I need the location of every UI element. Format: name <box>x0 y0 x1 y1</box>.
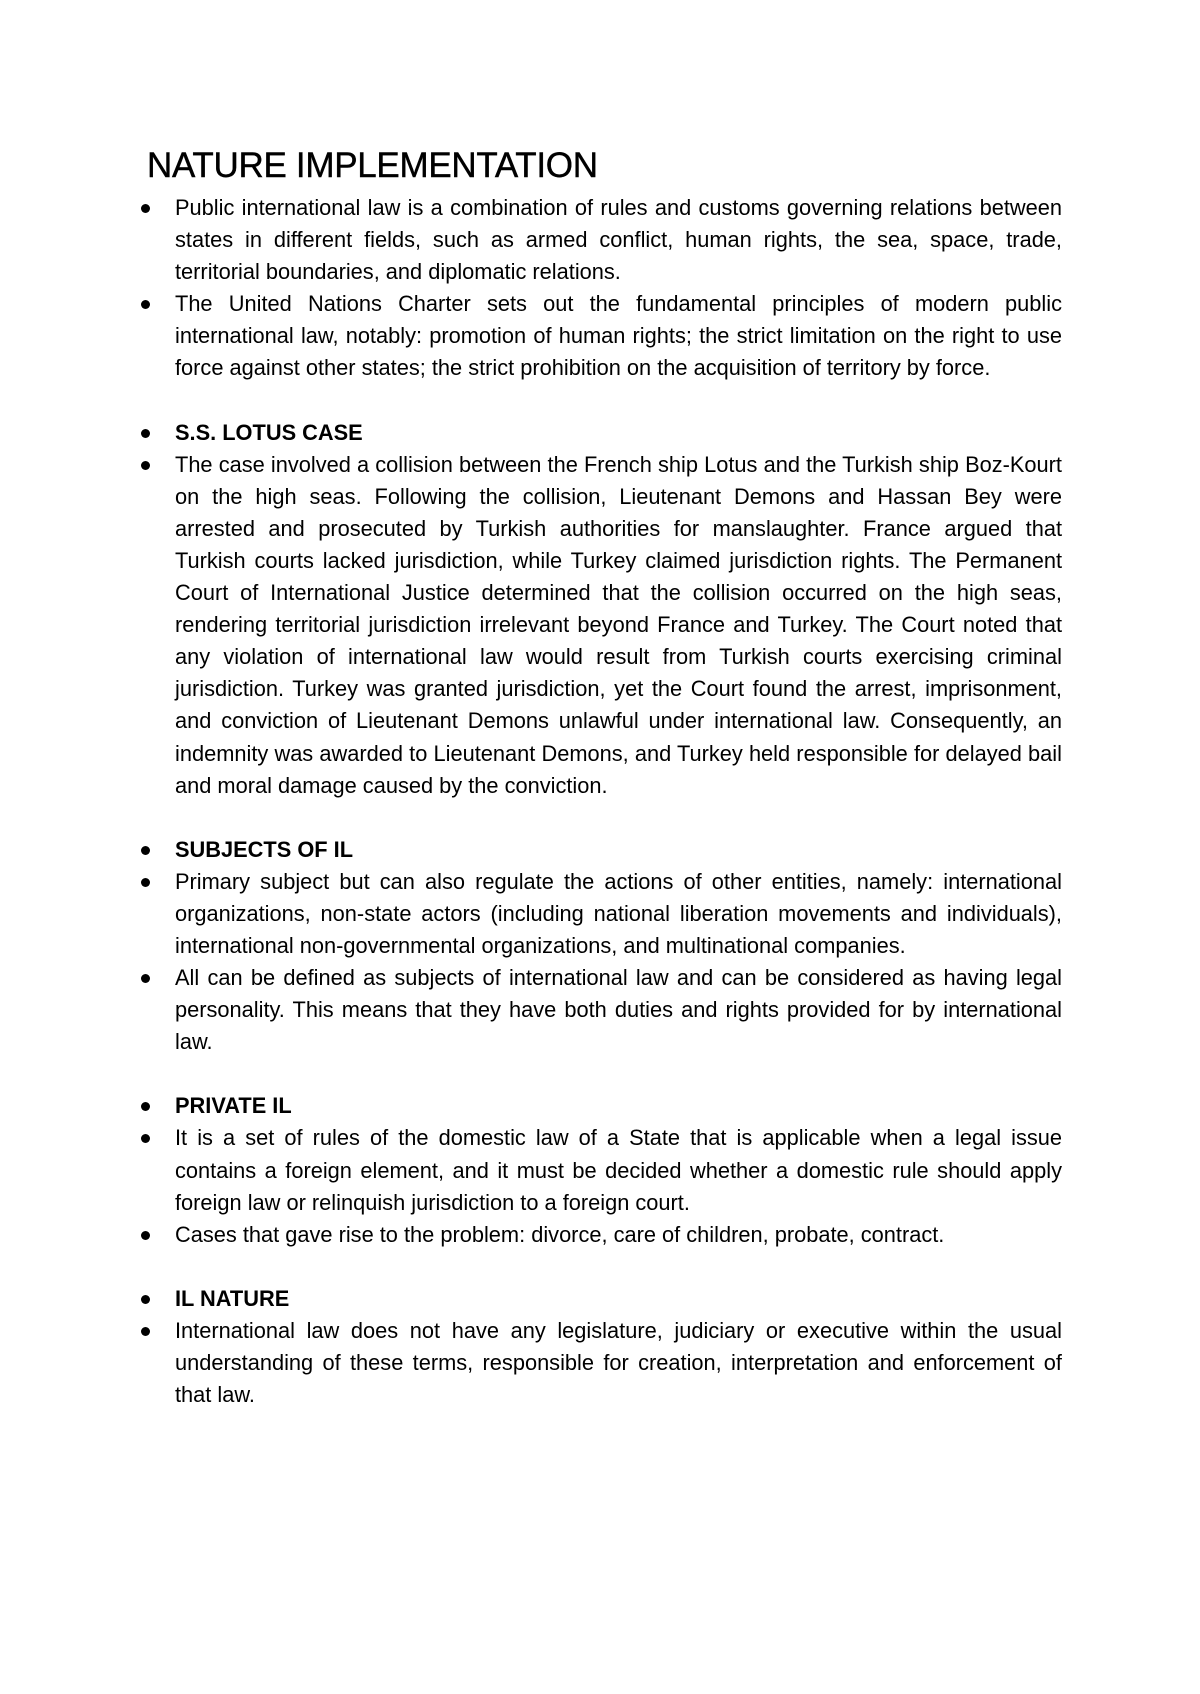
section-heading: SUBJECTS OF IL <box>175 836 354 862</box>
list-item-text: International law does not have any legislature, judiciary or executive within the usual understanding of these terms, responsible for creation, interpretation and enforcement of that law. <box>175 1317 1062 1408</box>
list-item <box>138 1122 1062 1218</box>
list-item-text: Primary subject but can also regulate the actions of other entities, namely: international organizations, non-state actors (including national liberation movements and individuals), international non-governmental organizations, and multinational companies. <box>175 868 1062 958</box>
page-title: NATURE IMPLEMENTATION <box>147 146 598 185</box>
section-heading: PRIVATE IL <box>175 1093 292 1119</box>
list-item <box>138 866 1062 962</box>
bullet-icon <box>141 974 150 983</box>
bullet-icon <box>141 461 150 470</box>
list-item <box>138 1315 1062 1411</box>
section-heading: IL NATURE <box>175 1285 290 1311</box>
section-heading: S.S. LOTUS CASE <box>175 419 363 445</box>
list-item <box>138 962 1062 1058</box>
bullet-icon <box>141 204 150 213</box>
bullet-icon <box>141 878 150 887</box>
list-item-text: The case involved a collision between the French ship Lotus and the Turkish ship Boz-Kourt on the high seas. Following the collision, Lieutenant Demons and Hassan Bey were arrested and prosecuted by Turkish authorities for manslaughter. France argued that Turkish courts lacked jurisdiction, while Turkey claimed jurisdiction rights. The Permanent Court of International Justice determined that the collision occurred on the high seas, rendering territorial jurisdiction irrelevant beyond France and Turkey. The Court noted that any violation of international law would result from Turkish courts exercising criminal jurisdiction. Turkey was granted jurisdiction, yet the Court found the arrest, imprisonment, and conviction of Lieutenant Demons unlawful under international law. Consequently, an indemnity was awarded to Lieutenant Demons, and Turkey held responsible for delayed bail and moral damage caused by the conviction. <box>175 451 1062 798</box>
list-item-text: It is a set of rules of the domestic law of a State that is applicable when a legal issue contains a foreign element, and it must be decided whether a domestic rule should apply foreign law or relinquish jurisdiction to a foreign court. <box>175 1125 1062 1215</box>
bullet-icon <box>141 1102 150 1111</box>
bullet-icon <box>141 1327 150 1336</box>
section-heading-item <box>138 1090 1062 1122</box>
section-heading-item <box>138 1283 1062 1315</box>
bullet-icon <box>141 846 150 855</box>
section-heading-item <box>138 417 1062 449</box>
list-item-text: All can be defined as subjects of international law and can be considered as having legal personality. This means that they have both duties and rights provided for by international law. <box>175 965 1062 1055</box>
list-item <box>138 192 1062 288</box>
list-item-text: The United Nations Charter sets out the fundamental principles of modern public international law, notably: promotion of human rights; the strict limitation on the right to use force against other states; the strict prohibition on the acquisition of territory by force. <box>175 291 1062 381</box>
section-heading-item <box>138 834 1062 866</box>
list-item-text: Public international law is a combination of rules and customs governing relations between states in different fields, such as armed conflict, human rights, the sea, space, trade, territorial boundaries, and diplomatic relations. <box>175 195 1062 285</box>
bullet-icon <box>141 429 150 438</box>
bullet-icon <box>141 300 150 309</box>
list-item <box>138 449 1062 802</box>
bullet-icon <box>141 1295 150 1304</box>
bullet-icon <box>141 1231 150 1240</box>
list-item <box>138 1219 1062 1251</box>
list-item-text: Cases that gave rise to the problem: divorce, care of children, probate, contract. <box>175 1221 945 1247</box>
bullet-icon <box>141 1134 150 1143</box>
list-item <box>138 288 1062 384</box>
bullet-list <box>138 192 1062 1411</box>
